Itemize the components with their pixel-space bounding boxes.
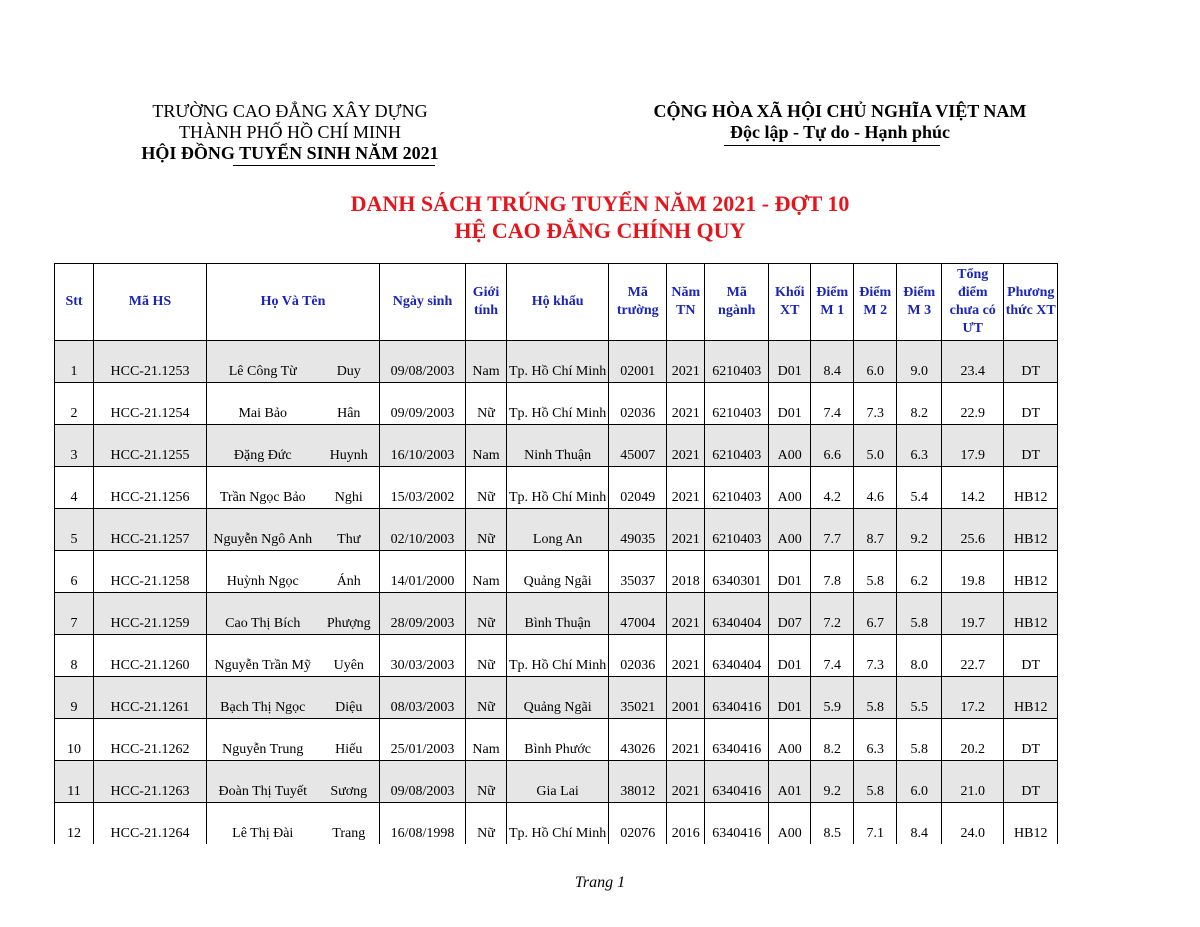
row-stt: 8 [55, 635, 94, 677]
row-diem-m3: 5.4 [897, 467, 942, 509]
row-ten: Phượng [319, 593, 380, 635]
row-stt: 9 [55, 677, 94, 719]
col-header-khoi-xt: Khối XT [769, 264, 811, 341]
row-diem-m1: 8.4 [811, 341, 854, 383]
document-title: DANH SÁCH TRÚNG TUYỂN NĂM 2021 - ĐỢT 10 [350, 191, 850, 216]
row-ten: Thư [319, 509, 380, 551]
row-gioi-tinh: Nữ [466, 467, 507, 509]
col-header-diem-m1: Điểm M 1 [811, 264, 854, 341]
table-row [55, 635, 1058, 677]
row-nam-tn: 2021 [667, 635, 705, 677]
row-nam-tn: 2016 [667, 803, 705, 845]
row-ma-hs: HCC-21.1255 [94, 425, 207, 467]
row-ma-nganh: 6210403 [705, 509, 769, 551]
col-header-phuong-thuc: Phương thức XT [1004, 264, 1058, 341]
row-diem-m2: 7.3 [854, 383, 897, 425]
row-gioi-tinh: Nữ [466, 803, 507, 845]
row-ten: Duy [319, 341, 380, 383]
header-underline [233, 165, 435, 166]
row-diem-m3: 5.5 [897, 677, 942, 719]
row-nam-tn: 2021 [667, 425, 705, 467]
row-tong-diem: 19.8 [942, 551, 1004, 593]
row-ho: Lê Thị Đài [207, 803, 319, 845]
row-gioi-tinh: Nam [466, 551, 507, 593]
row-diem-m1: 7.4 [811, 383, 854, 425]
row-nam-tn: 2018 [667, 551, 705, 593]
row-diem-m3: 9.0 [897, 341, 942, 383]
row-gioi-tinh: Nam [466, 341, 507, 383]
row-ma-nganh: 6340416 [705, 761, 769, 803]
table-row [55, 551, 1058, 593]
row-ma-nganh: 6340301 [705, 551, 769, 593]
row-ma-truong: 02049 [609, 467, 667, 509]
row-ho-khau: Tp. Hồ Chí Minh [507, 341, 609, 383]
school-header [100, 101, 480, 164]
row-tong-diem: 17.2 [942, 677, 1004, 719]
row-khoi: D01 [769, 383, 811, 425]
row-tong-diem: 23.4 [942, 341, 1004, 383]
row-khoi: A00 [769, 509, 811, 551]
row-tong-diem: 22.9 [942, 383, 1004, 425]
row-ho-khau: Quảng Ngãi [507, 677, 609, 719]
national-header [615, 101, 1065, 143]
row-ma-hs: HCC-21.1262 [94, 719, 207, 761]
row-ma-truong: 45007 [609, 425, 667, 467]
row-diem-m3: 6.3 [897, 425, 942, 467]
row-nam-tn: 2021 [667, 467, 705, 509]
row-ho-khau: Quảng Ngãi [507, 551, 609, 593]
row-ho-khau: Tp. Hồ Chí Minh [507, 803, 609, 845]
row-ten: Nghi [319, 467, 380, 509]
table-row [55, 509, 1058, 551]
row-ma-hs: HCC-21.1259 [94, 593, 207, 635]
row-ngay-sinh: 16/08/1998 [380, 803, 466, 845]
row-phuong-thuc: DT [1004, 761, 1058, 803]
row-diem-m2: 6.7 [854, 593, 897, 635]
row-diem-m2: 8.7 [854, 509, 897, 551]
row-ngay-sinh: 30/03/2003 [380, 635, 466, 677]
row-diem-m1: 9.2 [811, 761, 854, 803]
row-diem-m1: 8.5 [811, 803, 854, 845]
col-header-diem-m3: Điểm M 3 [897, 264, 942, 341]
row-diem-m2: 6.3 [854, 719, 897, 761]
row-ho-khau: Bình Phước [507, 719, 609, 761]
row-ma-truong: 35021 [609, 677, 667, 719]
row-gioi-tinh: Nữ [466, 383, 507, 425]
row-ho-khau: Tp. Hồ Chí Minh [507, 383, 609, 425]
row-ho-khau: Bình Thuận [507, 593, 609, 635]
row-ma-nganh: 6340416 [705, 803, 769, 845]
row-diem-m2: 5.8 [854, 761, 897, 803]
table-row [55, 593, 1058, 635]
row-phuong-thuc: DT [1004, 719, 1058, 761]
row-ten: Huynh [319, 425, 380, 467]
table-row [55, 803, 1058, 845]
row-khoi: D01 [769, 341, 811, 383]
row-ngay-sinh: 25/01/2003 [380, 719, 466, 761]
row-ma-nganh: 6340404 [705, 635, 769, 677]
row-phuong-thuc: HB12 [1004, 509, 1058, 551]
row-ma-hs: HCC-21.1260 [94, 635, 207, 677]
table-header-row [55, 264, 1058, 341]
row-diem-m2: 7.1 [854, 803, 897, 845]
row-diem-m3: 6.2 [897, 551, 942, 593]
row-ten: Ánh [319, 551, 380, 593]
row-ho-khau: Tp. Hồ Chí Minh [507, 635, 609, 677]
col-header-gioi-tinh: Giới tính [466, 264, 507, 341]
row-khoi: D01 [769, 635, 811, 677]
row-khoi: A00 [769, 803, 811, 845]
row-nam-tn: 2021 [667, 761, 705, 803]
row-tong-diem: 20.2 [942, 719, 1004, 761]
row-stt: 6 [55, 551, 94, 593]
row-gioi-tinh: Nữ [466, 593, 507, 635]
row-diem-m1: 8.2 [811, 719, 854, 761]
row-nam-tn: 2021 [667, 509, 705, 551]
row-ho-khau: Tp. Hồ Chí Minh [507, 467, 609, 509]
row-ngay-sinh: 09/08/2003 [380, 341, 466, 383]
row-ma-truong: 02001 [609, 341, 667, 383]
col-header-ho-khau: Hộ khẩu [507, 264, 609, 341]
row-ho: Nguyễn Trần Mỹ [207, 635, 319, 677]
row-ho-khau: Long An [507, 509, 609, 551]
row-ho: Lê Công Từ [207, 341, 319, 383]
row-diem-m3: 8.2 [897, 383, 942, 425]
row-ngay-sinh: 08/03/2003 [380, 677, 466, 719]
table-row [55, 383, 1058, 425]
row-ngay-sinh: 09/08/2003 [380, 761, 466, 803]
col-header-diem-m2: Điểm M 2 [854, 264, 897, 341]
row-diem-m1: 4.2 [811, 467, 854, 509]
col-header-ngay-sinh: Ngày sinh [380, 264, 466, 341]
row-diem-m3: 5.8 [897, 719, 942, 761]
row-diem-m2: 7.3 [854, 635, 897, 677]
national-motto: Độc lập - Tự do - Hạnh phúc [729, 122, 951, 142]
row-ma-truong: 02036 [609, 635, 667, 677]
row-ho: Đoàn Thị Tuyết [207, 761, 319, 803]
row-ho-khau: Ninh Thuận [507, 425, 609, 467]
row-ho: Nguyễn Trung [207, 719, 319, 761]
row-gioi-tinh: Nữ [466, 635, 507, 677]
row-khoi: D01 [769, 551, 811, 593]
national-title: CỘNG HÒA XÃ HỘI CHỦ NGHĨA VIỆT NAM [653, 101, 1027, 121]
row-diem-m2: 5.8 [854, 551, 897, 593]
row-khoi: D07 [769, 593, 811, 635]
row-diem-m3: 8.4 [897, 803, 942, 845]
row-phuong-thuc: HB12 [1004, 593, 1058, 635]
row-ma-nganh: 6210403 [705, 341, 769, 383]
row-ho: Huỳnh Ngọc [207, 551, 319, 593]
row-phuong-thuc: DT [1004, 635, 1058, 677]
row-nam-tn: 2021 [667, 719, 705, 761]
row-ma-truong: 35037 [609, 551, 667, 593]
row-ma-nganh: 6210403 [705, 383, 769, 425]
row-diem-m2: 5.0 [854, 425, 897, 467]
col-header-stt: Stt [55, 264, 94, 341]
table-row [55, 467, 1058, 509]
row-ma-hs: HCC-21.1264 [94, 803, 207, 845]
row-ma-nganh: 6340416 [705, 719, 769, 761]
row-diem-m2: 5.8 [854, 677, 897, 719]
row-ngay-sinh: 09/09/2003 [380, 383, 466, 425]
row-ma-nganh: 6210403 [705, 467, 769, 509]
row-stt: 4 [55, 467, 94, 509]
row-stt: 7 [55, 593, 94, 635]
row-ma-truong: 43026 [609, 719, 667, 761]
row-khoi: A00 [769, 467, 811, 509]
row-khoi: A00 [769, 425, 811, 467]
row-ma-truong: 02036 [609, 383, 667, 425]
row-diem-m1: 7.2 [811, 593, 854, 635]
school-name-line2: THÀNH PHỐ HỒ CHÍ MINH [179, 122, 401, 142]
row-ho: Bạch Thị Ngọc [207, 677, 319, 719]
row-gioi-tinh: Nữ [466, 761, 507, 803]
table-row [55, 719, 1058, 761]
row-diem-m3: 6.0 [897, 761, 942, 803]
row-stt: 3 [55, 425, 94, 467]
row-ho: Mai Bảo [207, 383, 319, 425]
col-header-ma-hs: Mã HS [94, 264, 207, 341]
row-ho: Nguyễn Ngô Anh [207, 509, 319, 551]
council-name: HỘI ĐỒNG TUYỂN SINH NĂM 2021 [141, 143, 439, 163]
row-ten: Hân [319, 383, 380, 425]
row-diem-m2: 6.0 [854, 341, 897, 383]
row-ma-hs: HCC-21.1256 [94, 467, 207, 509]
row-ten: Hiếu [319, 719, 380, 761]
row-khoi: D01 [769, 677, 811, 719]
row-stt: 2 [55, 383, 94, 425]
row-ma-nganh: 6340404 [705, 593, 769, 635]
row-ma-truong: 47004 [609, 593, 667, 635]
document-subtitle: HỆ CAO ĐẲNG CHÍNH QUY [454, 218, 746, 243]
row-ma-nganh: 6210403 [705, 425, 769, 467]
row-khoi: A00 [769, 719, 811, 761]
row-tong-diem: 14.2 [942, 467, 1004, 509]
table-row [55, 761, 1058, 803]
row-gioi-tinh: Nữ [466, 509, 507, 551]
col-header-ma-nganh: Mã ngành [705, 264, 769, 341]
row-diem-m1: 6.6 [811, 425, 854, 467]
row-nam-tn: 2021 [667, 341, 705, 383]
admission-table [54, 263, 1058, 844]
row-nam-tn: 2001 [667, 677, 705, 719]
row-ma-truong: 02076 [609, 803, 667, 845]
col-header-ma-truong: Mã trường [609, 264, 667, 341]
row-ma-hs: HCC-21.1253 [94, 341, 207, 383]
row-tong-diem: 24.0 [942, 803, 1004, 845]
row-diem-m1: 7.4 [811, 635, 854, 677]
row-ngay-sinh: 15/03/2002 [380, 467, 466, 509]
row-ngay-sinh: 14/01/2000 [380, 551, 466, 593]
row-nam-tn: 2021 [667, 383, 705, 425]
row-khoi: A01 [769, 761, 811, 803]
motto-underline [724, 145, 940, 146]
row-ten: Sương [319, 761, 380, 803]
row-tong-diem: 21.0 [942, 761, 1004, 803]
row-stt: 1 [55, 341, 94, 383]
row-ngay-sinh: 16/10/2003 [380, 425, 466, 467]
school-name-line1: TRƯỜNG CAO ĐẲNG XÂY DỰNG [152, 101, 428, 121]
row-tong-diem: 25.6 [942, 509, 1004, 551]
table-row [55, 341, 1058, 383]
row-tong-diem: 19.7 [942, 593, 1004, 635]
row-stt: 11 [55, 761, 94, 803]
row-nam-tn: 2021 [667, 593, 705, 635]
row-ma-truong: 49035 [609, 509, 667, 551]
row-ma-hs: HCC-21.1257 [94, 509, 207, 551]
row-diem-m3: 5.8 [897, 593, 942, 635]
row-phuong-thuc: HB12 [1004, 467, 1058, 509]
row-gioi-tinh: Nam [466, 425, 507, 467]
row-stt: 12 [55, 803, 94, 845]
table-row [55, 425, 1058, 467]
row-ho: Trần Ngọc Bảo [207, 467, 319, 509]
row-diem-m1: 7.8 [811, 551, 854, 593]
row-ten: Trang [319, 803, 380, 845]
row-tong-diem: 17.9 [942, 425, 1004, 467]
page-number: Trang 1 [574, 874, 626, 891]
row-tong-diem: 22.7 [942, 635, 1004, 677]
col-header-ho-ten: Họ Và Tên [207, 264, 380, 341]
row-diem-m1: 5.9 [811, 677, 854, 719]
row-ma-nganh: 6340416 [705, 677, 769, 719]
row-stt: 5 [55, 509, 94, 551]
row-phuong-thuc: HB12 [1004, 803, 1058, 845]
row-ma-hs: HCC-21.1258 [94, 551, 207, 593]
row-ho: Cao Thị Bích [207, 593, 319, 635]
row-diem-m1: 7.7 [811, 509, 854, 551]
row-ma-hs: HCC-21.1261 [94, 677, 207, 719]
row-diem-m3: 8.0 [897, 635, 942, 677]
row-ho: Đặng Đức [207, 425, 319, 467]
row-ma-hs: HCC-21.1263 [94, 761, 207, 803]
row-ten: Uyên [319, 635, 380, 677]
row-gioi-tinh: Nữ [466, 677, 507, 719]
col-header-tong-diem: Tổng điểm chưa có ƯT [942, 264, 1004, 341]
row-gioi-tinh: Nam [466, 719, 507, 761]
col-header-nam-tn: Năm TN [667, 264, 705, 341]
row-phuong-thuc: DT [1004, 383, 1058, 425]
row-phuong-thuc: DT [1004, 341, 1058, 383]
row-ma-truong: 38012 [609, 761, 667, 803]
row-ngay-sinh: 28/09/2003 [380, 593, 466, 635]
row-phuong-thuc: DT [1004, 425, 1058, 467]
row-ten: Diệu [319, 677, 380, 719]
row-diem-m3: 9.2 [897, 509, 942, 551]
table-row [55, 677, 1058, 719]
row-ngay-sinh: 02/10/2003 [380, 509, 466, 551]
row-ho-khau: Gia Lai [507, 761, 609, 803]
row-diem-m2: 4.6 [854, 467, 897, 509]
row-phuong-thuc: HB12 [1004, 677, 1058, 719]
row-stt: 10 [55, 719, 94, 761]
row-ma-hs: HCC-21.1254 [94, 383, 207, 425]
row-phuong-thuc: HB12 [1004, 551, 1058, 593]
